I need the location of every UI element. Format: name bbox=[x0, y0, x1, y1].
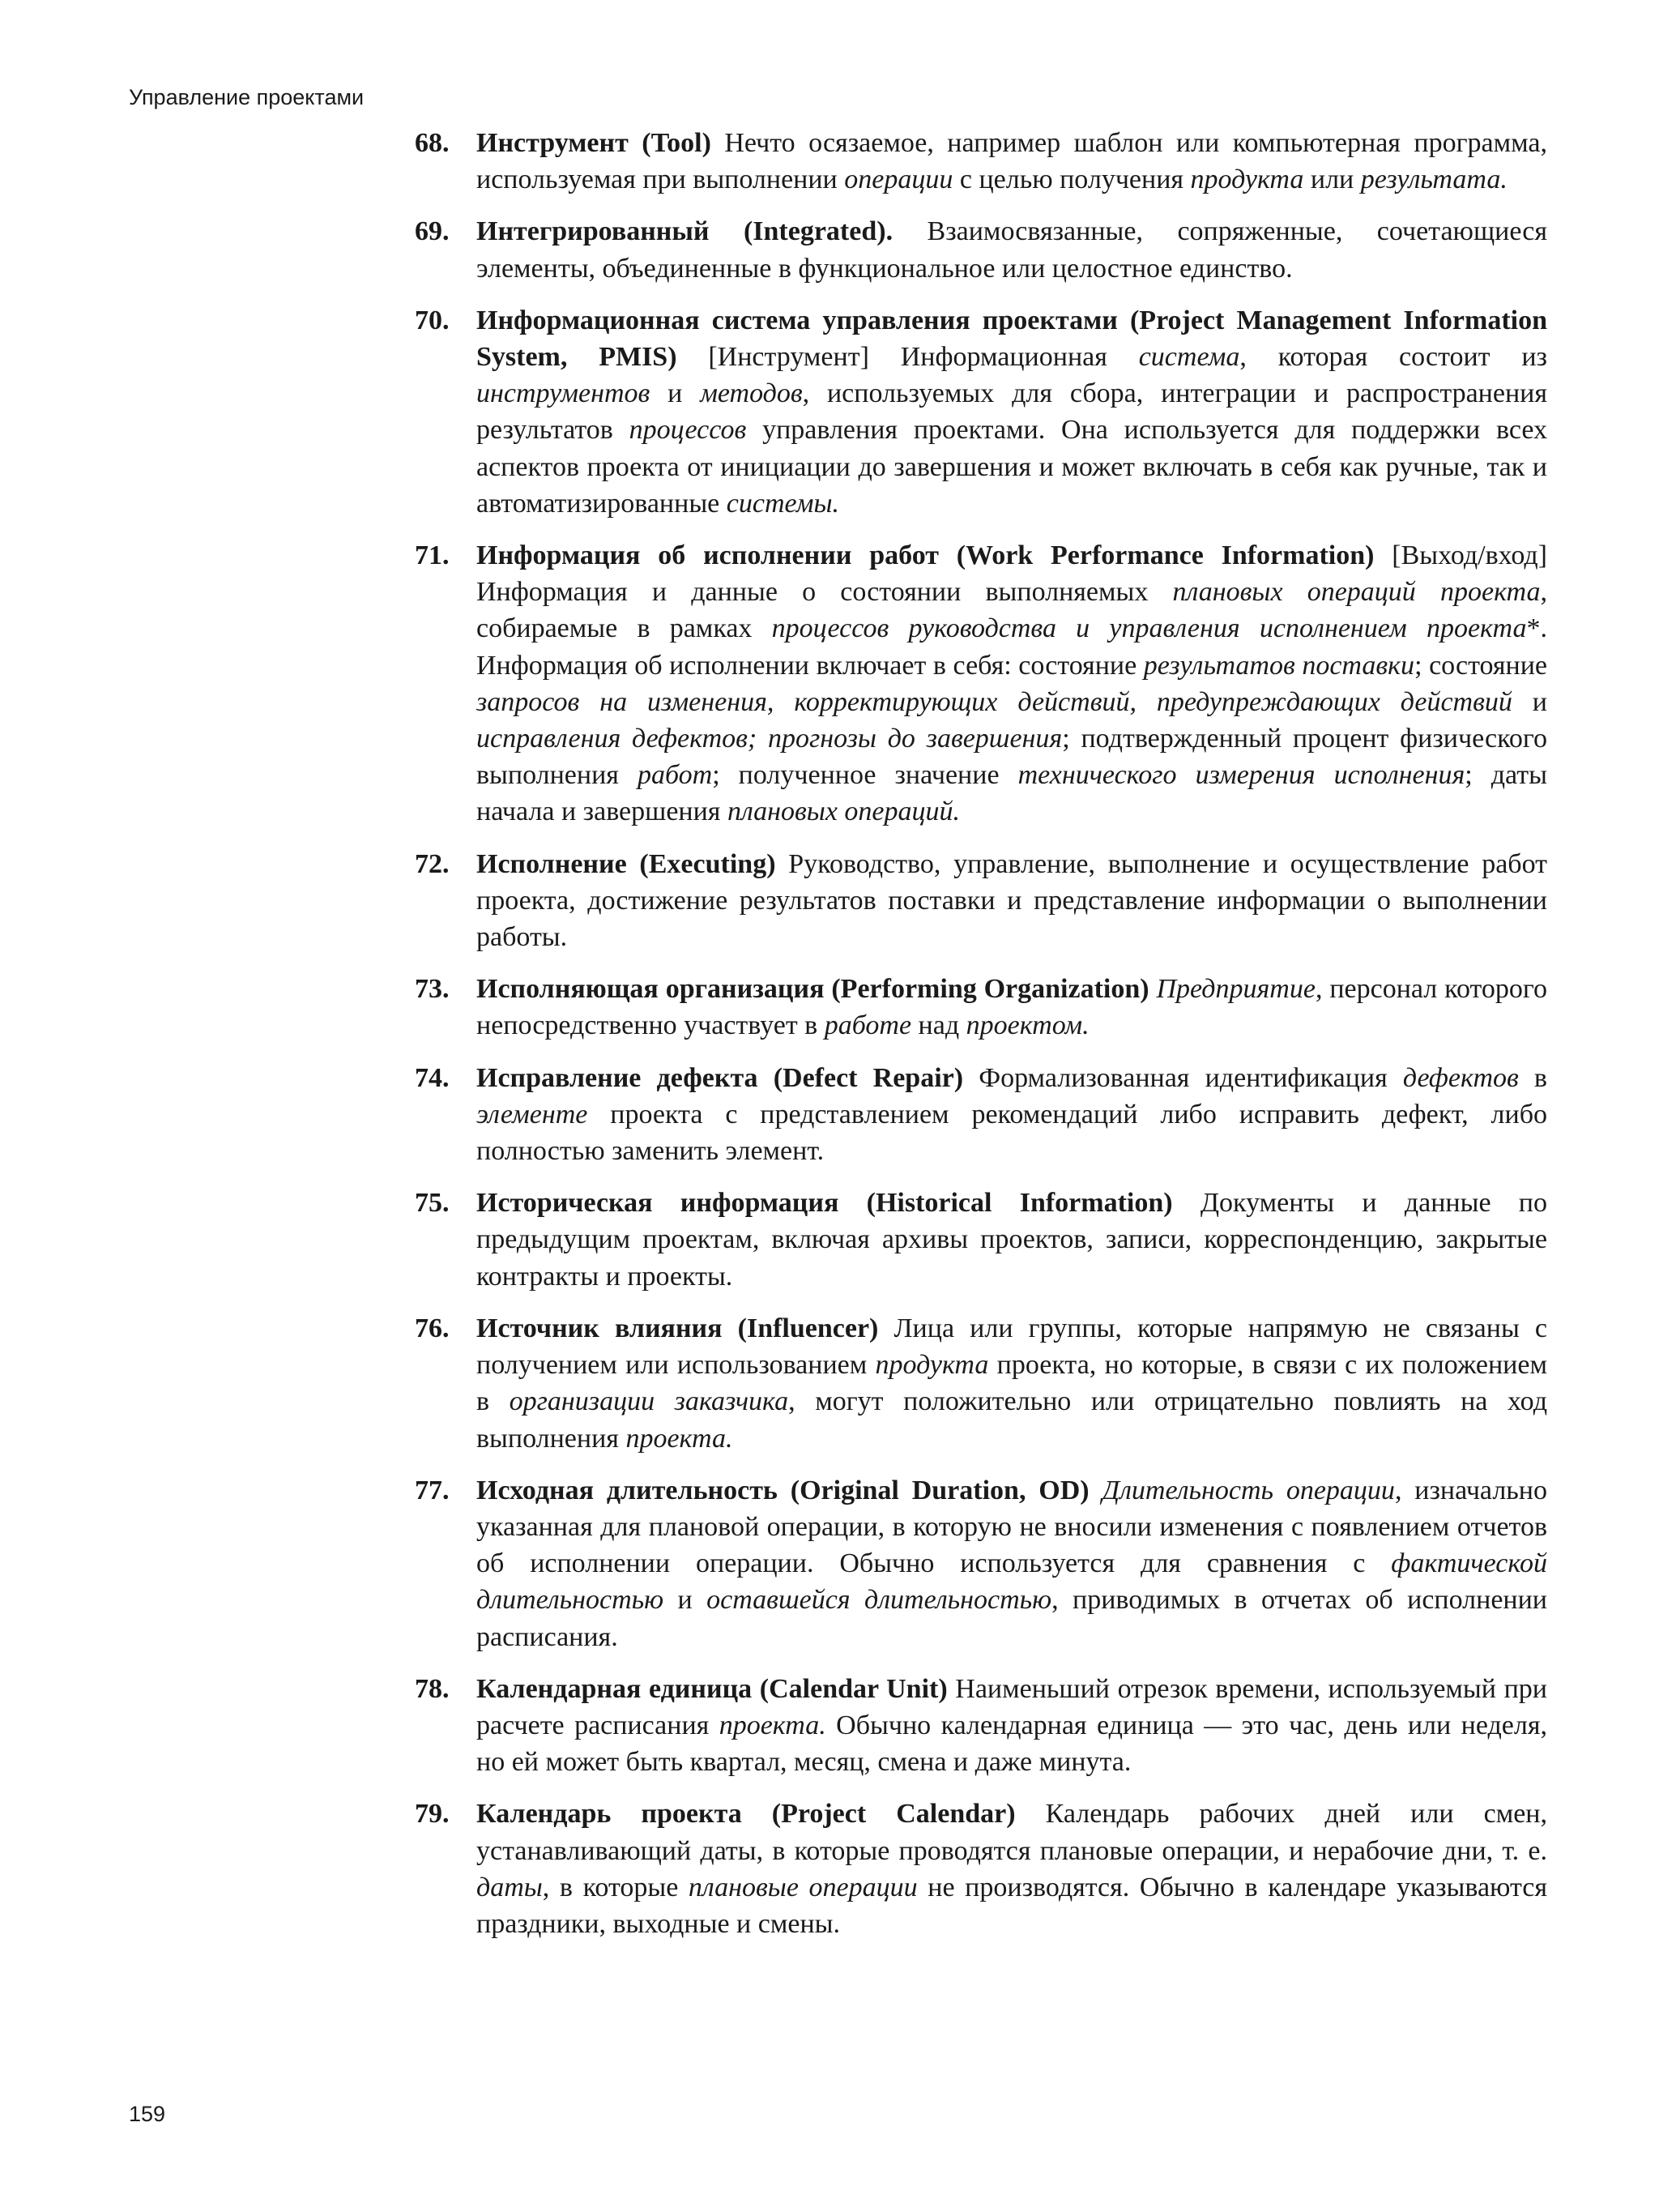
glossary-entry bbox=[415, 537, 1547, 831]
entry-cross-reference: работ bbox=[637, 760, 713, 791]
entry-text bbox=[476, 216, 1547, 283]
entry-term: Информационная система управления проектами (Project Management Information System, PMIS) bbox=[476, 305, 1547, 373]
entry-definition-text: Обычно календарная единица — это час, день или неделя, но ей может быть квартал, месяц, смена и даже минута. bbox=[476, 1710, 1547, 1778]
entry-definition-text: ; подтвержденный процент физического выполнения bbox=[476, 724, 1547, 791]
glossary-entry bbox=[415, 302, 1547, 522]
entry-definition-text: , собираемые в рамках bbox=[476, 577, 1547, 644]
entry-definition-text: ; полученное значение bbox=[712, 760, 1018, 791]
entry-number: 75. bbox=[415, 1188, 450, 1219]
glossary-entry bbox=[415, 1671, 1547, 1781]
entry-definition-text: Лица или группы, которые напрямую не связаны с получением или использованием bbox=[476, 1313, 1547, 1381]
entry-definition-text: не производятся. Обычно в календаре указываются праздники, выходные и смены. bbox=[476, 1872, 1548, 1939]
entry-cross-reference: результата. bbox=[1360, 164, 1508, 195]
entry-text bbox=[476, 540, 1547, 826]
glossary-entry bbox=[415, 1472, 1547, 1655]
entry-definition-text: [Инструмент] Информационная bbox=[676, 342, 1139, 373]
entry-cross-reference: система bbox=[1138, 342, 1240, 373]
entry-term: Интегрированный (Integrated). bbox=[476, 216, 893, 247]
entry-text bbox=[476, 1674, 1547, 1777]
glossary-entry bbox=[415, 1185, 1547, 1295]
entry-term: Источник влияния (Influencer) bbox=[476, 1313, 879, 1343]
entry-number: 69. bbox=[415, 216, 450, 247]
glossary-entry bbox=[415, 125, 1547, 198]
entry-text bbox=[476, 849, 1547, 952]
entry-cross-reference: элементе bbox=[476, 1099, 588, 1129]
entry-cross-reference: методов bbox=[700, 378, 803, 409]
entry-definition-text: , могут положительно или отрицательно повлиять на ход выполнения bbox=[476, 1386, 1548, 1454]
entry-definition-text: , которая состоит из bbox=[1239, 342, 1547, 373]
entry-definition-text: и bbox=[650, 378, 701, 409]
entry-number: 78. bbox=[415, 1673, 450, 1704]
entry-cross-reference: продукта bbox=[875, 1350, 989, 1381]
entry-cross-reference: процессов bbox=[629, 415, 747, 446]
entry-definition-text: Наименьший отрезок времени, используемый при расчете расписания bbox=[476, 1673, 1547, 1740]
glossary-entry bbox=[415, 1796, 1547, 1942]
entry-cross-reference: плановых операций проекта bbox=[1172, 577, 1541, 608]
entry-text bbox=[476, 305, 1547, 519]
entry-term: Информация об исполнении работ (Work Performance Information) bbox=[476, 540, 1375, 571]
entry-cross-reference: инструментов bbox=[476, 378, 650, 409]
entry-definition-text: , приводимых в отчетах об исполнении расписания. bbox=[476, 1585, 1547, 1652]
entry-definition-text bbox=[1090, 1475, 1102, 1505]
entry-definition-text: *. Информация об исполнении включает в себя: состояние bbox=[476, 613, 1547, 681]
entry-term: Календарь проекта (Project Calendar) bbox=[476, 1799, 1016, 1830]
entry-cross-reference: процессов руководства и управления исполнением проекта bbox=[771, 613, 1527, 644]
entry-cross-reference: технического измерения исполнения bbox=[1017, 760, 1465, 791]
entry-definition-text: Календарь рабочих дней или смен, устанавливающий даты, в которые проводятся плановые операции, и нерабочие дни, т. е. bbox=[476, 1799, 1547, 1866]
entry-definition-text: Руководство, управление, выполнение и осуществление работ проекта, достижение результатов поставки и представление информации о выполнении работы. bbox=[476, 848, 1548, 953]
entry-definition-text: проекта, но которые, в связи с их положением в bbox=[476, 1350, 1547, 1417]
running-title: Управление проектами bbox=[129, 85, 365, 109]
entry-number: 79. bbox=[415, 1799, 450, 1830]
entry-number: 68. bbox=[415, 128, 450, 158]
entry-definition-text: или bbox=[1303, 164, 1361, 195]
glossary-list bbox=[415, 125, 1547, 1958]
entry-cross-reference: фактической длительностью bbox=[476, 1548, 1547, 1616]
entry-cross-reference: даты bbox=[476, 1872, 543, 1902]
entry-cross-reference: проекта. bbox=[719, 1710, 826, 1740]
glossary-entry bbox=[415, 213, 1547, 286]
entry-definition-text: ; состояние bbox=[1414, 650, 1547, 681]
entry-definition-text: в bbox=[1518, 1062, 1547, 1093]
entry-cross-reference: работе bbox=[824, 1010, 912, 1041]
entry-cross-reference: дефектов bbox=[1402, 1062, 1519, 1093]
entry-number: 73. bbox=[415, 974, 450, 1005]
glossary-entry bbox=[415, 1310, 1547, 1457]
entry-cross-reference: Длительность операции bbox=[1102, 1475, 1395, 1505]
entry-definition-text: , в которые bbox=[542, 1872, 689, 1902]
entry-cross-reference: системы. bbox=[726, 488, 839, 519]
entry-cross-reference: плановых операций. bbox=[727, 796, 961, 827]
entry-cross-reference: проектом. bbox=[966, 1010, 1090, 1041]
entry-definition-text: проекта с представлением рекомендаций либо исправить дефект, либо полностью заменить элемент. bbox=[476, 1099, 1547, 1167]
entry-term: Историческая информация (Historical Information) bbox=[476, 1188, 1173, 1219]
entry-term: Исправление дефекта (Defect Repair) bbox=[476, 1062, 964, 1093]
entry-number: 74. bbox=[415, 1062, 450, 1093]
entry-text bbox=[476, 1188, 1547, 1291]
entry-definition-text: , используемых для сбора, интеграции и распространения результатов bbox=[476, 378, 1547, 446]
entry-number: 70. bbox=[415, 305, 450, 335]
entry-definition-text: , персонал которого непосредственно участвует в bbox=[476, 974, 1548, 1041]
entry-number: 77. bbox=[415, 1475, 450, 1505]
entry-term: Исходная длительность (Original Duration, OD) bbox=[476, 1475, 1090, 1505]
entry-definition-text: над bbox=[911, 1010, 966, 1041]
entry-definition-text: [Выход/вход] Информация и данные о состоянии выполняемых bbox=[476, 540, 1547, 608]
entry-term: Исполнение (Executing) bbox=[476, 848, 776, 879]
entry-definition-text: Документы и данные по предыдущим проектам, включая архивы проектов, записи, корреспонденцию, закрытые контракты и проекты. bbox=[476, 1188, 1547, 1292]
entry-number: 71. bbox=[415, 540, 450, 571]
entry-text bbox=[476, 1313, 1547, 1454]
entry-cross-reference: плановые операции bbox=[688, 1872, 918, 1902]
entry-definition-text: с целью получения bbox=[953, 164, 1191, 195]
glossary-entry bbox=[415, 1060, 1547, 1170]
entry-text bbox=[476, 128, 1547, 194]
entry-number: 76. bbox=[415, 1313, 450, 1343]
entry-cross-reference: проекта. bbox=[625, 1423, 733, 1454]
glossary-entry bbox=[415, 846, 1547, 956]
entry-definition-text: Взаимосвязанные, сопряженные, сочетающиеся элементы, объединенные в функциональное или целостное единство. bbox=[476, 216, 1547, 284]
entry-definition-text: Нечто осязаемое, например шаблон или компьютерная программа, используемая при выполнении bbox=[476, 128, 1547, 195]
entry-number: 72. bbox=[415, 848, 450, 879]
entry-text bbox=[476, 1063, 1547, 1166]
entry-definition-text: и bbox=[663, 1585, 707, 1616]
entry-cross-reference: оставшейся длительностью bbox=[706, 1585, 1052, 1616]
entry-text bbox=[476, 1799, 1547, 1939]
entry-definition-text bbox=[1149, 974, 1157, 1004]
entry-cross-reference: исправления дефектов; прогнозы до завершения bbox=[476, 724, 1063, 754]
entry-text bbox=[476, 974, 1547, 1040]
entry-term: Календарная единица (Calendar Unit) bbox=[476, 1673, 948, 1704]
glossary-entry bbox=[415, 971, 1547, 1044]
entry-definition-text: Формализованная идентификация bbox=[963, 1062, 1403, 1093]
entry-term: Инструмент (Tool) bbox=[476, 128, 711, 158]
entry-cross-reference: результатов поставки bbox=[1143, 650, 1415, 681]
entry-definition-text: , изначально указанная для плановой операции, в которую не вносили изменения с появлением отчетов об исполнении операции. Обычно используется для сравнения с bbox=[476, 1475, 1547, 1579]
entry-cross-reference: продукта bbox=[1190, 164, 1304, 195]
entry-definition-text: управления проектами. Она используется для поддержки всех аспектов проекта от инициации до завершения и может включать в себя как ручные, так и автоматизированные bbox=[476, 415, 1547, 519]
entry-cross-reference: организации заказчика bbox=[509, 1386, 789, 1417]
entry-definition-text: и bbox=[1512, 686, 1548, 717]
entry-term: Исполняющая организация (Performing Organization) bbox=[476, 974, 1149, 1005]
page-number: 159 bbox=[129, 2102, 166, 2126]
entry-cross-reference: Предприятие bbox=[1156, 974, 1316, 1005]
entry-definition-text: ; даты начала и завершения bbox=[476, 760, 1547, 827]
entry-cross-reference: операции bbox=[844, 164, 953, 195]
entry-text bbox=[476, 1475, 1547, 1652]
entry-cross-reference: запросов на изменения, корректирующих действий, предупреждающих действий bbox=[476, 686, 1512, 717]
